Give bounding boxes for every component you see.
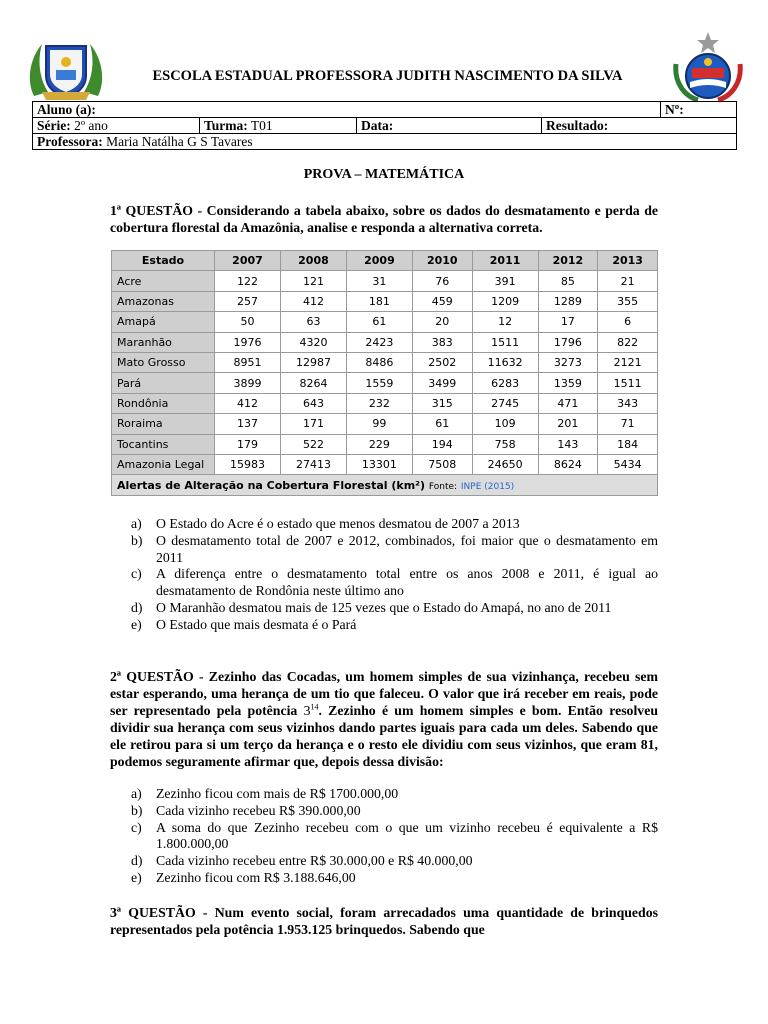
value-cell: 232 <box>346 393 412 413</box>
source-label: Fonte: <box>428 481 458 492</box>
grade-label: Série: <box>37 118 71 133</box>
value-cell: 383 <box>412 332 472 352</box>
value-cell: 1796 <box>538 332 598 352</box>
value-cell: 1976 <box>215 332 281 352</box>
date-label: Data: <box>361 118 394 133</box>
value-cell: 27413 <box>280 454 346 474</box>
grade-value: 2º ano <box>74 118 108 133</box>
value-cell: 3899 <box>215 373 281 393</box>
value-cell: 143 <box>538 434 598 454</box>
question-2-options <box>131 786 658 887</box>
value-cell: 13301 <box>346 454 412 474</box>
option-letter: c) <box>131 819 142 835</box>
value-cell: 122 <box>215 271 281 291</box>
table-header-row <box>112 251 658 271</box>
answer-option[interactable] <box>131 566 658 600</box>
q2-text-part1: 2ª QUESTÃO - Zezinho das Cocadas, um homem simples de sua vizinhança, recebeu sem estar esperando, uma herança de um tio que faleceu. O valor que irá receber em reais, pode ser representado pela potência <box>110 669 658 718</box>
value-cell: 121 <box>280 271 346 291</box>
value-cell: 522 <box>280 434 346 454</box>
school-logo <box>28 40 104 102</box>
state-name-cell: Tocantins <box>112 434 215 454</box>
option-text: Zezinho ficou com mais de R$ 1700.000,00 <box>156 786 399 801</box>
answer-option[interactable] <box>131 870 658 887</box>
result-label: Resultado: <box>546 118 609 133</box>
class-cell <box>200 118 357 134</box>
table-row <box>112 393 658 413</box>
state-name-cell: Acre <box>112 271 215 291</box>
option-letter: b) <box>131 532 143 548</box>
option-text: O desmatamento total de 2007 e 2012, combinados, foi maior que o desmatamento em 2011 <box>156 532 658 565</box>
table-row <box>112 312 658 332</box>
answer-option[interactable] <box>131 533 658 567</box>
teacher-cell <box>33 134 737 150</box>
teacher-label: Professora: <box>37 134 103 149</box>
q2-text-part2: . Zezinho é um homem simples e bom. Então resolveu dividir sua herança com seus vizinhos dando partes iguais para cada um deles. Sabendo que ele retirou para si um terço da herança e o resto ele dividiu com seus vizinhos, que eram 81, podemos seguramente afirmar que, depois dessa divisão: <box>110 703 658 769</box>
value-cell: 50 <box>215 312 281 332</box>
option-letter: c) <box>131 566 142 582</box>
value-cell: 3499 <box>412 373 472 393</box>
value-cell: 257 <box>215 291 281 311</box>
value-cell: 31 <box>346 271 412 291</box>
value-cell: 12987 <box>280 352 346 372</box>
table-row <box>112 291 658 311</box>
option-letter: a) <box>131 516 142 531</box>
answer-option[interactable] <box>131 600 658 617</box>
table-row <box>112 352 658 372</box>
value-cell: 412 <box>215 393 281 413</box>
option-letter: d) <box>131 599 143 615</box>
value-cell: 12 <box>472 312 538 332</box>
value-cell: 201 <box>538 414 598 434</box>
value-cell: 15983 <box>215 454 281 474</box>
table-body <box>112 271 658 475</box>
value-cell: 3273 <box>538 352 598 372</box>
question-2-text <box>110 668 658 770</box>
value-cell: 17 <box>538 312 598 332</box>
question-1-options <box>131 516 658 634</box>
option-letter: b) <box>131 802 143 818</box>
value-cell: 758 <box>472 434 538 454</box>
value-cell: 2502 <box>412 352 472 372</box>
value-cell: 8264 <box>280 373 346 393</box>
date-field[interactable] <box>357 118 542 134</box>
value-cell: 1511 <box>598 373 658 393</box>
table-row <box>112 454 658 474</box>
value-cell: 1289 <box>538 291 598 311</box>
value-cell: 412 <box>280 291 346 311</box>
option-text: A soma do que Zezinho recebeu com o que um vizinho recebeu é equivalente a R$ 1.800.000,00 <box>156 819 658 852</box>
exam-title: PROVA – MATEMÁTICA <box>303 167 465 182</box>
value-cell: 5434 <box>598 454 658 474</box>
value-cell: 2423 <box>346 332 412 352</box>
table-caption <box>112 475 658 496</box>
value-cell: 11632 <box>472 352 538 372</box>
value-cell: 1209 <box>472 291 538 311</box>
value-cell: 137 <box>215 414 281 434</box>
value-cell: 109 <box>472 414 538 434</box>
value-cell: 6283 <box>472 373 538 393</box>
question-3-text: 3ª QUESTÃO - Num evento social, foram arrecadados uma quantidade de brinquedos representados pela potência 1.953.125 brinquedos. Sabendo que <box>110 905 658 937</box>
class-label: Turma: <box>204 118 248 133</box>
column-header-year: 2008 <box>280 251 346 271</box>
table-row <box>112 332 658 352</box>
value-cell: 8486 <box>346 352 412 372</box>
value-cell: 459 <box>412 291 472 311</box>
value-cell: 21 <box>598 271 658 291</box>
value-cell: 184 <box>598 434 658 454</box>
state-name-cell: Amazonia Legal <box>112 454 215 474</box>
column-header-year: 2013 <box>598 251 658 271</box>
option-letter: a) <box>131 786 142 801</box>
value-cell: 1359 <box>538 373 598 393</box>
value-cell: 24650 <box>472 454 538 474</box>
value-cell: 471 <box>538 393 598 413</box>
student-name-field[interactable] <box>33 102 661 118</box>
column-header-state: Estado <box>112 251 215 271</box>
value-cell: 76 <box>412 271 472 291</box>
option-text: Zezinho ficou com R$ 3.188.646,00 <box>156 869 356 885</box>
column-header-year: 2012 <box>538 251 598 271</box>
column-header-year: 2011 <box>472 251 538 271</box>
value-cell: 20 <box>412 312 472 332</box>
grade-cell <box>33 118 200 134</box>
school-name: ESCOLA ESTADUAL PROFESSORA JUDITH NASCIMENTO DA SILVA <box>152 68 623 84</box>
option-text: A diferença entre o desmatamento total entre os anos 2008 e 2011, é igual ao desmatamento de Rondônia neste último ano <box>156 566 658 599</box>
state-name-cell: Roraima <box>112 414 215 434</box>
table-caption-row <box>112 475 658 496</box>
option-letter: d) <box>131 853 143 869</box>
option-text: Cada vizinho recebeu entre R$ 30.000,00 e R$ 40.000,00 <box>156 853 473 869</box>
value-cell: 6 <box>598 312 658 332</box>
option-letter: e) <box>131 869 142 885</box>
answer-option[interactable] <box>131 820 658 854</box>
value-cell: 7508 <box>412 454 472 474</box>
column-header-year: 2010 <box>412 251 472 271</box>
answer-option[interactable] <box>131 617 658 634</box>
state-name-cell: Mato Grosso <box>112 352 215 372</box>
value-cell: 229 <box>346 434 412 454</box>
option-text: Cada vizinho recebeu R$ 390.000,00 <box>156 802 361 818</box>
option-text: O Maranhão desmatou mais de 125 vezes que o Estado do Amapá, no ano de 2011 <box>156 599 612 615</box>
student-info-table <box>32 101 737 150</box>
value-cell: 8624 <box>538 454 598 474</box>
teacher-value: Maria Natálha G S Tavares <box>106 134 253 149</box>
value-cell: 355 <box>598 291 658 311</box>
value-cell: 194 <box>412 434 472 454</box>
power-exponent: 14 <box>310 702 319 712</box>
value-cell: 99 <box>346 414 412 434</box>
value-cell: 61 <box>412 414 472 434</box>
student-label: Aluno (a): <box>37 102 96 117</box>
answer-option[interactable] <box>131 853 658 870</box>
table-row <box>112 373 658 393</box>
result-field[interactable] <box>542 118 737 134</box>
source-link[interactable]: INPE (2015) <box>460 481 515 492</box>
value-cell: 179 <box>215 434 281 454</box>
value-cell: 2745 <box>472 393 538 413</box>
state-name-cell: Amapá <box>112 312 215 332</box>
value-cell: 822 <box>598 332 658 352</box>
value-cell: 61 <box>346 312 412 332</box>
value-cell: 1559 <box>346 373 412 393</box>
value-cell: 643 <box>280 393 346 413</box>
value-cell: 171 <box>280 414 346 434</box>
state-emblem <box>672 30 744 104</box>
value-cell: 315 <box>412 393 472 413</box>
deforestation-table <box>111 250 658 496</box>
value-cell: 71 <box>598 414 658 434</box>
state-name-cell: Maranhão <box>112 332 215 352</box>
option-text: O Estado do Acre é o estado que menos desmatou de 2007 a 2013 <box>156 516 520 531</box>
table-row <box>112 434 658 454</box>
state-name-cell: Rondônia <box>112 393 215 413</box>
value-cell: 181 <box>346 291 412 311</box>
value-cell: 391 <box>472 271 538 291</box>
caption-text: Alertas de Alteração na Cobertura Florestal (km²) <box>117 478 426 492</box>
value-cell: 85 <box>538 271 598 291</box>
column-header-year: 2007 <box>215 251 281 271</box>
state-name-cell: Pará <box>112 373 215 393</box>
answer-option[interactable] <box>131 786 658 803</box>
column-header-year: 2009 <box>346 251 412 271</box>
option-letter: e) <box>131 616 142 632</box>
power-base: 3 <box>303 703 311 718</box>
value-cell: 4320 <box>280 332 346 352</box>
value-cell: 63 <box>280 312 346 332</box>
answer-option[interactable] <box>131 516 658 533</box>
value-cell: 343 <box>598 393 658 413</box>
value-cell: 1511 <box>472 332 538 352</box>
table-row <box>112 414 658 434</box>
number-label: Nº: <box>665 102 684 117</box>
student-number-field[interactable] <box>661 102 737 118</box>
state-name-cell: Amazonas <box>112 291 215 311</box>
class-value: T01 <box>250 118 273 133</box>
option-text: O Estado que mais desmata é o Pará <box>156 616 357 632</box>
value-cell: 8951 <box>215 352 281 372</box>
question-1-text: 1ª QUESTÃO - Considerando a tabela abaixo, sobre os dados do desmatamento e perda de cobertura florestal da Amazônia, analise e responda a alternativa correta. <box>110 203 658 235</box>
value-cell: 2121 <box>598 352 658 372</box>
answer-option[interactable] <box>131 803 658 820</box>
table-row <box>112 271 658 291</box>
